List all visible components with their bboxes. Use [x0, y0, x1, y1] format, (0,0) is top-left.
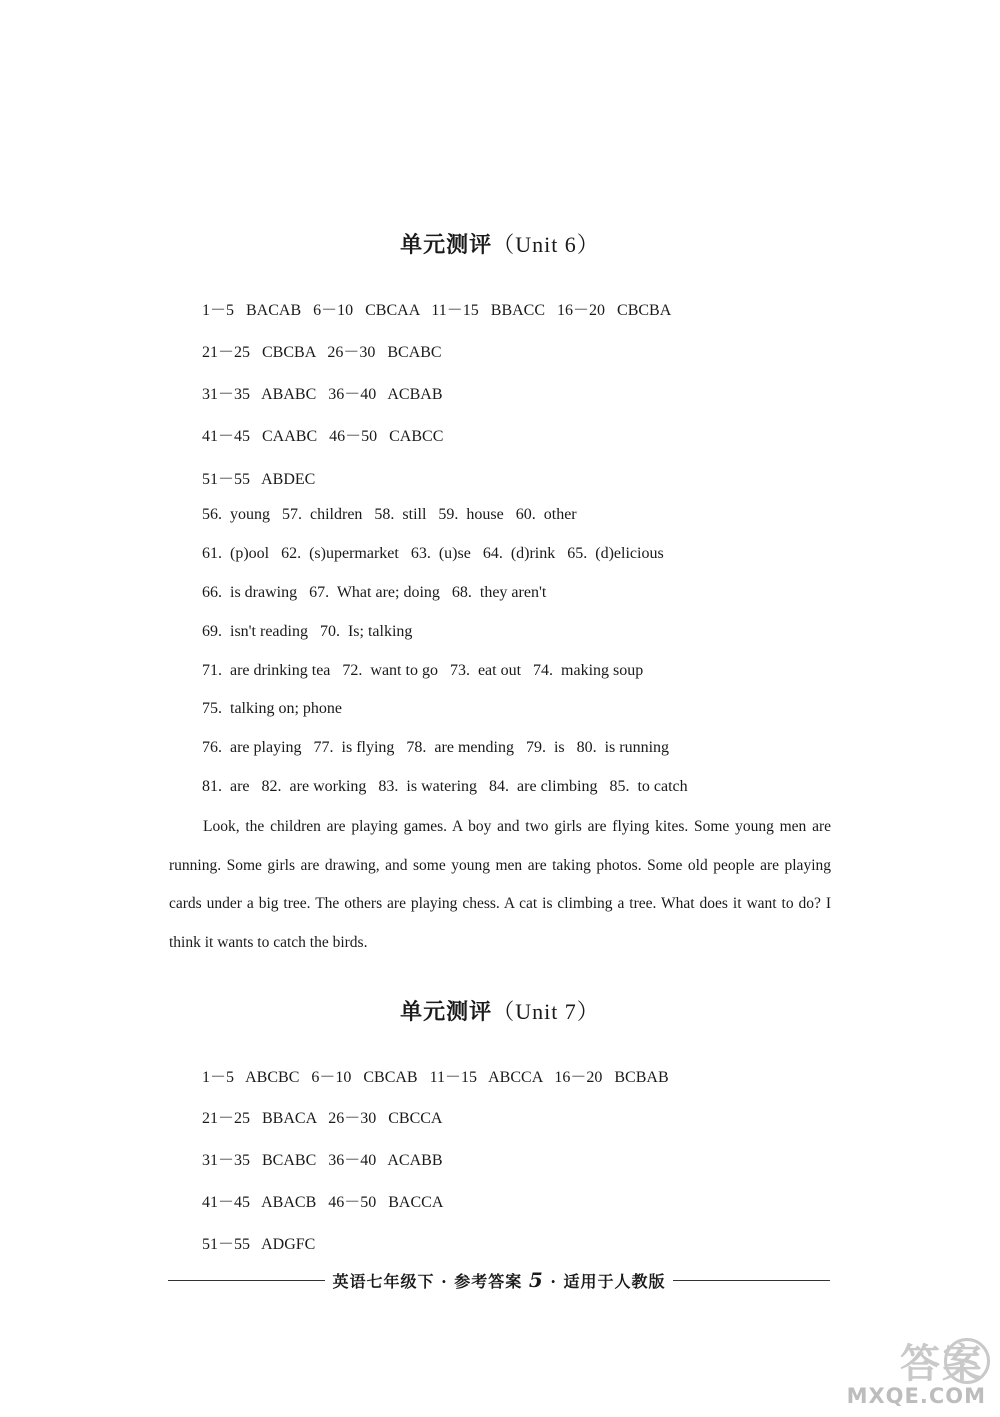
unit6-line-12: 76. are playing 77. is flying 78. are mending 79. is 80. is running	[202, 739, 670, 756]
unit7-line-5: 51－55 ADGFC	[202, 1236, 316, 1253]
unit6-title	[0, 228, 1000, 259]
footer-left-text: 英语七年级下 · 参考答案	[332, 1272, 523, 1291]
unit6-line-8: 66. is drawing 67. What are; doing 68. they aren't	[202, 584, 547, 601]
unit6-line-7: 61. (p)ool 62. (s)upermarket 63. (u)se 64. (d)rink 65. (d)elicious	[202, 545, 664, 562]
unit6-line-5: 51－55 ABDEC	[202, 471, 316, 488]
unit6-line-13: 81. are 82. are working 83. is watering 84. are climbing 85. to catch	[202, 778, 688, 795]
unit6-line-3: 31－35 ABABC 36－40 ACBAB	[202, 386, 443, 403]
unit6-title-unit: （Unit 6）	[492, 232, 600, 257]
unit7-title	[0, 995, 1000, 1026]
unit7-line-4: 41－45 ABACB 46－50 BACCA	[202, 1194, 444, 1211]
unit7-title-unit: （Unit 7）	[492, 999, 600, 1024]
footer-right-text: · 适用于人教版	[550, 1272, 666, 1291]
unit6-line-11: 75. talking on; phone	[202, 700, 342, 717]
footer-rule-left	[168, 1280, 325, 1281]
page-number: 5	[528, 1268, 544, 1292]
watermark-url: MXQE.COM	[846, 1384, 986, 1408]
unit6-essay-text: Look, the children are playing games. A boy and two girls are flying kites. Some young men are running. Some girls are drawing, and some young men are taking photos. Some old people are playing cards under a big tree. The others are playing chess. A cat is climbing a tree. What does it want to do? I think it wants to catch the birds.	[169, 818, 831, 951]
unit6-title-cn: 单元测评	[400, 232, 493, 257]
footer-rule-right	[673, 1280, 830, 1281]
unit7-line-2: 21－25 BBACA 26－30 CBCCA	[202, 1110, 443, 1127]
unit6-line-4: 41－45 CAABC 46－50 CABCC	[202, 428, 444, 445]
unit6-line-10: 71. are drinking tea 72. want to go 73. eat out 74. making soup	[202, 662, 644, 679]
unit6-line-9: 69. isn't reading 70. Is; talking	[202, 623, 413, 640]
unit7-line-3: 31－35 BCABC 36－40 ACABB	[202, 1152, 443, 1169]
watermark-top-text: 答案	[900, 1341, 984, 1387]
unit7-title-cn: 单元测评	[400, 999, 493, 1024]
unit6-line-6: 56. young 57. children 58. still 59. house 60. other	[202, 506, 577, 523]
unit6-line-1: 1－5 BACAB 6－10 CBCAA 11－15 BBACC 16－20 CBCBA	[202, 302, 672, 319]
unit7-line-1: 1－5 ABCBC 6－10 CBCAB 11－15 ABCCA 16－20 BCBAB	[202, 1069, 669, 1086]
page-footer	[168, 1268, 830, 1292]
unit6-essay	[169, 808, 831, 962]
watermark-logo	[842, 1332, 992, 1412]
unit6-line-2: 21－25 CBCBA 26－30 BCABC	[202, 344, 442, 361]
footer-text	[325, 1268, 674, 1292]
